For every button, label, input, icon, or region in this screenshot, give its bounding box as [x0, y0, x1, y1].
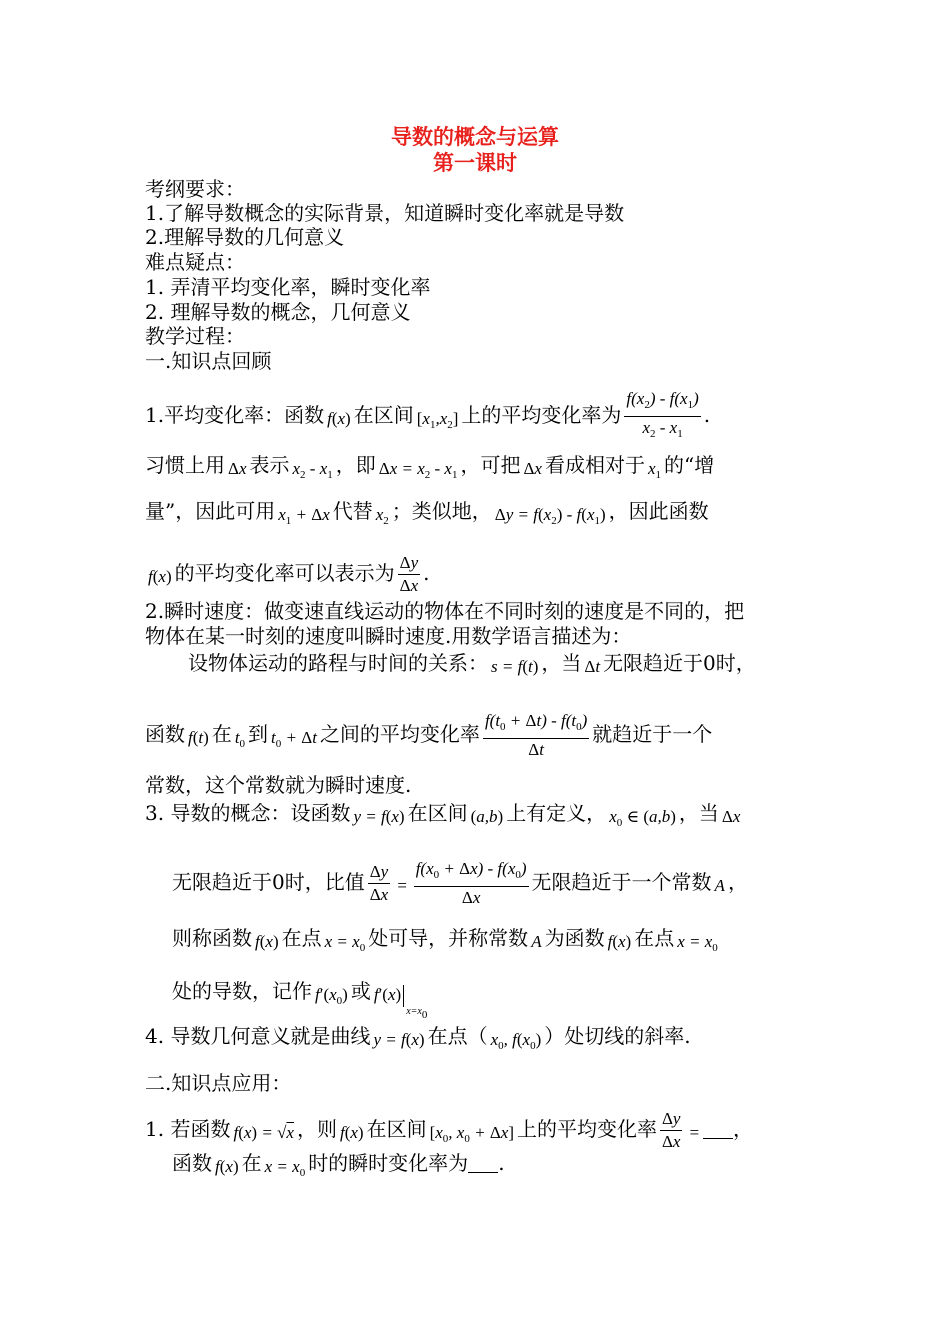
question-1: 1. 若函数 f(x) = √x ，则 f(x) 在区间 [$x_0$, $x_0 + \Delta x$] 上的平均变化率 $\frac{\Delta y}{\Delta x}$ = ，	[145, 1109, 753, 1151]
paragraph-average-rate: 1.平均变化率：函数 f(x) 在区间 $[x_1,x_2]$ 上的平均变化率为 $\frac{f(x_2) - f(x_1)}{x_2 - x_1}$ .	[145, 388, 710, 445]
requirement-item: 1.了解导数概念的实际背景，知道瞬时变化率就是导数	[145, 201, 625, 225]
answer-blank	[703, 1120, 733, 1139]
paragraph-increment: 量”，因此可用 $x_1 + \Delta x$ 代替 $x_2$ ；类似地， $\Delta y = f(x_2) - f(x_1)$ ，因此函数	[145, 499, 709, 527]
paragraph-differentiable: 则称函数 f(x) 在点 $x = x_0$ 处可导，并称常数 A 为函数 f(x) 在点 $x = x_0$	[172, 926, 718, 954]
paragraph-motion-relation: 设物体运动的路程与时间的关系： s = f(t) ，当 Δt 无限趋近于0时，	[188, 651, 756, 676]
section-heading: 一.知识点回顾	[145, 349, 272, 373]
process-label: 教学过程：	[145, 324, 245, 348]
difficulty-item: 2. 理解导数的概念，几何意义	[145, 300, 411, 324]
difficulty-item: 1. 弄清平均变化率，瞬时变化率	[145, 275, 431, 299]
average-rate-fraction: $\frac{f(x_2) - f(x_1)}{x_2 - x_1}$	[626, 389, 699, 440]
answer-blank	[468, 1154, 498, 1173]
question-1-cont: 函数 f(x) 在 $x = x_0$ 时的瞬时变化率为 .	[172, 1151, 505, 1179]
paragraph-delta-notation: 习惯上用 Δx 表示 $x_2 - x_1$ ，即 $\Delta x = x_2 - x_1$ ，可把 Δx 看成相对于 $x_1$ 的“增	[145, 453, 715, 481]
paragraph-instant-velocity-cont: 物体在某一时刻的速度叫瞬时速度.用数学语言描述为：	[145, 624, 632, 648]
requirement-item: 2.理解导数的几何意义	[145, 225, 345, 249]
paragraph-geometric-meaning: 4. 导数几何意义就是曲线 y = f(x) 在点（ $x_0$, $f(x_0)$ ）处切线的斜率.	[145, 1024, 691, 1052]
document-title: 导数的概念与运算	[391, 125, 559, 149]
paragraph-derivative-definition: 3. 导数的概念：设函数 y = f(x) 在区间 (a,b) 上有定义， $x_0$ ∈ (a,b) ，当 Δx	[145, 801, 741, 829]
paragraph-velocity-limit: 函数 f(t) 在 $t_0$ 到 $t_0 + \Delta t$ 之间的平均变化率 $\frac{f(t_0 + \Delta t) - f(t_0)}{\Delta t}$ 就趋近于一个	[145, 711, 713, 759]
document-subtitle: 第一课时	[433, 151, 517, 175]
paragraph-derivative-ratio: 无限趋近于0时，比值 $\frac{\Delta y}{\Delta x}$ = $\frac{f(x_0 + \Delta x) - f(x_0)}{\Delta x}$ 无限趋近于一个常数 A ，	[172, 859, 748, 907]
requirements-label: 考纲要求：	[145, 177, 245, 201]
section-heading: 二.知识点应用：	[145, 1071, 292, 1095]
difficulties-label: 难点疑点：	[145, 250, 245, 274]
paragraph-velocity-constant: 常数，这个常数就为瞬时速度.	[145, 773, 412, 797]
paragraph-instant-velocity: 2.瞬时速度：做变速直线运动的物体在不同时刻的速度是不同的，把	[145, 599, 745, 623]
paragraph-average-rate-expression: f(x) 的平均变化率可以表示为 $\frac{\Delta y}{\Delta x}$ .	[148, 553, 430, 595]
paragraph-derivative-notation: 处的导数，记作 $f'(x_0)$ 或 $f'(x)_{x=x_0}$	[172, 979, 428, 1021]
